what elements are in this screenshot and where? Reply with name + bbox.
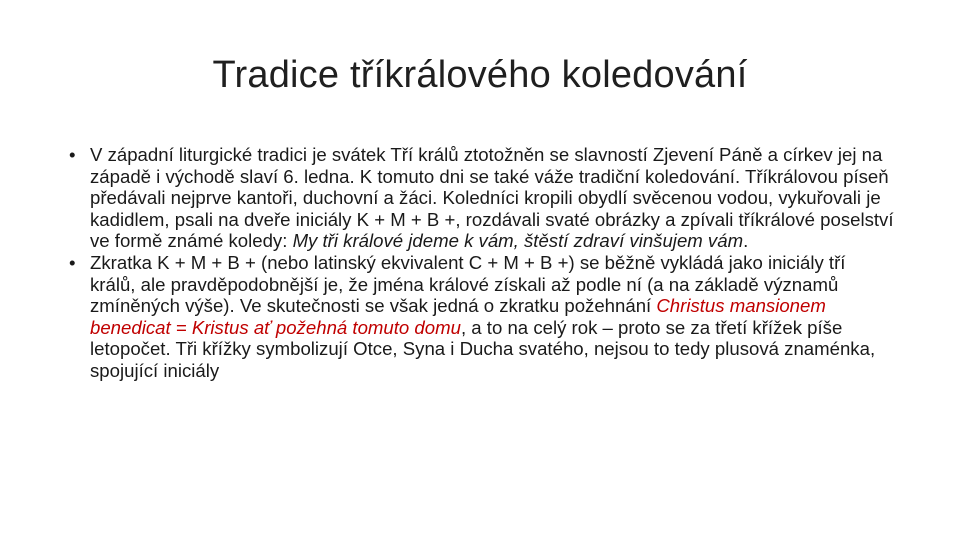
- koleda-quote: My tři králové jdeme k vám, štěstí zdraví vinšujem vám: [292, 230, 744, 252]
- blessing-phrase: Christus mansionem benedicat = Kristus ať požehná tomuto domu: [90, 295, 826, 338]
- bullet-marker: •: [69, 144, 76, 165]
- slide-body: [66, 144, 894, 382]
- bullet-item: [66, 252, 894, 382]
- bullet-text-end: , a to na celý rok – proto se za třetí křížek píše letopočet. Tři křížky symbolizují Otce, Syna i Ducha svatého, nejsou to tedy plusová znaménka, spojující iniciály: [90, 316, 876, 381]
- slide-title: Tradice tříkrálového koledování: [212, 54, 748, 96]
- bullet-text-end: .: [743, 230, 749, 252]
- bullet-item: [66, 144, 894, 252]
- bullet-text: Zkratka K + M + B + (nebo latinský ekvivalent C + M + B +) se běžně vykládá jako iniciály tří králů, ale pravděpodobnější je, že jména králové získali až podle ní (a na základě významů zmíněných výše). Ve skutečnosti se však jedná o zkratku požehnání: [90, 251, 846, 317]
- bullet-text: V západní liturgické tradici je svátek Tří králů ztotožněn se slavností Zjevení Páně a církev jej na západě i východě slaví 6. ledna. K tomuto dni se také váže tradiční koledování. Tříkrálovou píseň předávali nejprve kantoři, duchovní a žáci. Koledníci kropili obydlí svěcenou vodou, vykuřovali je kadidlem, psali na dveře iniciály K + M + B +, rozdávali svaté obrázky a zpívali tříkrálové poselství ve formě známé koledy:: [90, 144, 894, 252]
- bullet-marker: •: [69, 251, 76, 273]
